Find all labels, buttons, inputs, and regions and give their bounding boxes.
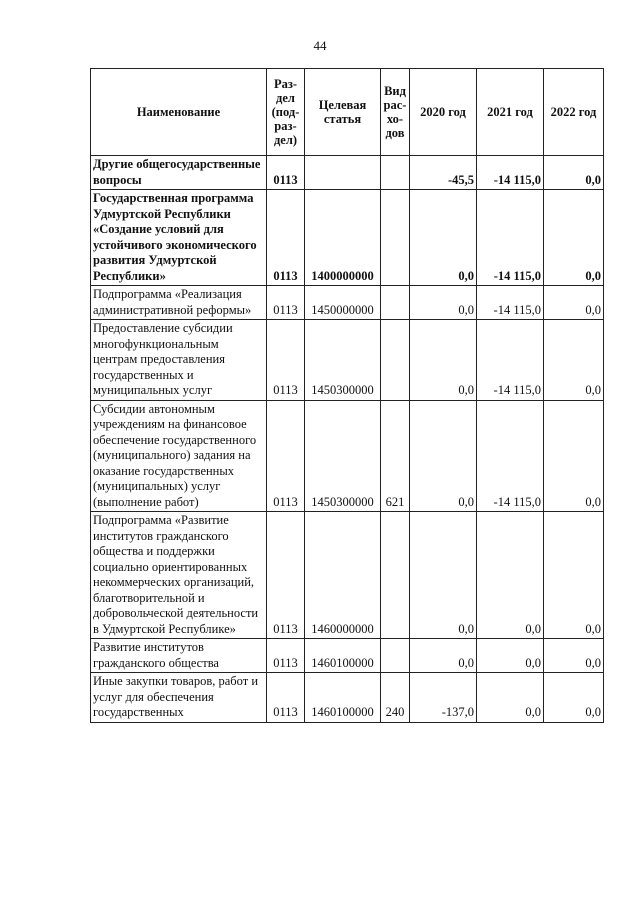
- table-row: [91, 400, 604, 512]
- row-name: Иные закупки товаров, работ и услуг для обеспечения государственных: [91, 673, 267, 723]
- row-2022: 0,0: [544, 190, 604, 286]
- row-2021: -14 115,0: [477, 190, 544, 286]
- table-row: [91, 639, 604, 673]
- table-header-row: [91, 69, 604, 156]
- row-section: 0113: [267, 400, 305, 512]
- row-name: Субсидии автономным учреждениям на финансовое обеспечение государственного (муниципального) задания на оказание государственных (муниципальных) услуг (выполнение работ): [91, 400, 267, 512]
- row-2021: 0,0: [477, 639, 544, 673]
- row-2020: 0,0: [410, 639, 477, 673]
- row-2022: 0,0: [544, 512, 604, 639]
- row-name: Другие общегосударственные вопросы: [91, 156, 267, 190]
- row-target: 1400000000: [305, 190, 381, 286]
- table-row: [91, 190, 604, 286]
- table-row: [91, 286, 604, 320]
- header-2022: 2022 год: [544, 69, 604, 156]
- row-target: [305, 156, 381, 190]
- row-type: 240: [381, 673, 410, 723]
- row-type: [381, 156, 410, 190]
- table-row: [91, 320, 604, 401]
- row-2021: -14 115,0: [477, 286, 544, 320]
- row-type: [381, 190, 410, 286]
- row-2021: -14 115,0: [477, 320, 544, 401]
- header-type: Вид рас-хо-дов: [381, 69, 410, 156]
- row-target: 1460100000: [305, 673, 381, 723]
- row-name: Подпрограмма «Реализация административной реформы»: [91, 286, 267, 320]
- row-2022: 0,0: [544, 320, 604, 401]
- row-2021: -14 115,0: [477, 400, 544, 512]
- row-2022: 0,0: [544, 286, 604, 320]
- row-name: Развитие институтов гражданского общества: [91, 639, 267, 673]
- budget-table: [90, 68, 604, 723]
- row-2022: 0,0: [544, 639, 604, 673]
- row-2020: 0,0: [410, 400, 477, 512]
- header-name: Наименование: [91, 69, 267, 156]
- header-target: Целевая статья: [305, 69, 381, 156]
- row-section: 0113: [267, 673, 305, 723]
- row-2021: 0,0: [477, 512, 544, 639]
- row-target: 1460000000: [305, 512, 381, 639]
- row-2020: 0,0: [410, 190, 477, 286]
- row-section: 0113: [267, 190, 305, 286]
- row-name: Предоставление субсидии многофункциональным центрам предоставления государственных и муниципальных услуг: [91, 320, 267, 401]
- row-type: [381, 320, 410, 401]
- row-name: Подпрограмма «Развитие институтов гражданского общества и поддержки социально ориентированных некоммерческих организаций, благотворительной и добровольческой деятельности в Удмуртской Республике»: [91, 512, 267, 639]
- table-row: [91, 673, 604, 723]
- row-section: 0113: [267, 639, 305, 673]
- row-section: 0113: [267, 320, 305, 401]
- page-number: 44: [313, 38, 327, 53]
- row-target: 1450300000: [305, 320, 381, 401]
- row-target: 1450000000: [305, 286, 381, 320]
- row-section: 0113: [267, 286, 305, 320]
- row-2021: -14 115,0: [477, 156, 544, 190]
- row-2021: 0,0: [477, 673, 544, 723]
- row-target: 1450300000: [305, 400, 381, 512]
- row-2022: 0,0: [544, 673, 604, 723]
- row-2020: -45,5: [410, 156, 477, 190]
- row-type: 621: [381, 400, 410, 512]
- row-type: [381, 286, 410, 320]
- header-section: Раз-дел (под-раз-дел): [267, 69, 305, 156]
- row-section: 0113: [267, 512, 305, 639]
- row-2022: 0,0: [544, 400, 604, 512]
- row-type: [381, 639, 410, 673]
- header-2021: 2021 год: [477, 69, 544, 156]
- row-name: Государственная программа Удмуртской Республики «Создание условий для устойчивого экономического развития Удмуртской Республики»: [91, 190, 267, 286]
- row-2020: 0,0: [410, 286, 477, 320]
- row-type: [381, 512, 410, 639]
- row-2020: 0,0: [410, 320, 477, 401]
- row-target: 1460100000: [305, 639, 381, 673]
- table-row: [91, 156, 604, 190]
- row-2020: 0,0: [410, 512, 477, 639]
- row-2022: 0,0: [544, 156, 604, 190]
- row-2020: -137,0: [410, 673, 477, 723]
- row-section: 0113: [267, 156, 305, 190]
- header-2020: 2020 год: [410, 69, 477, 156]
- table-row: [91, 512, 604, 639]
